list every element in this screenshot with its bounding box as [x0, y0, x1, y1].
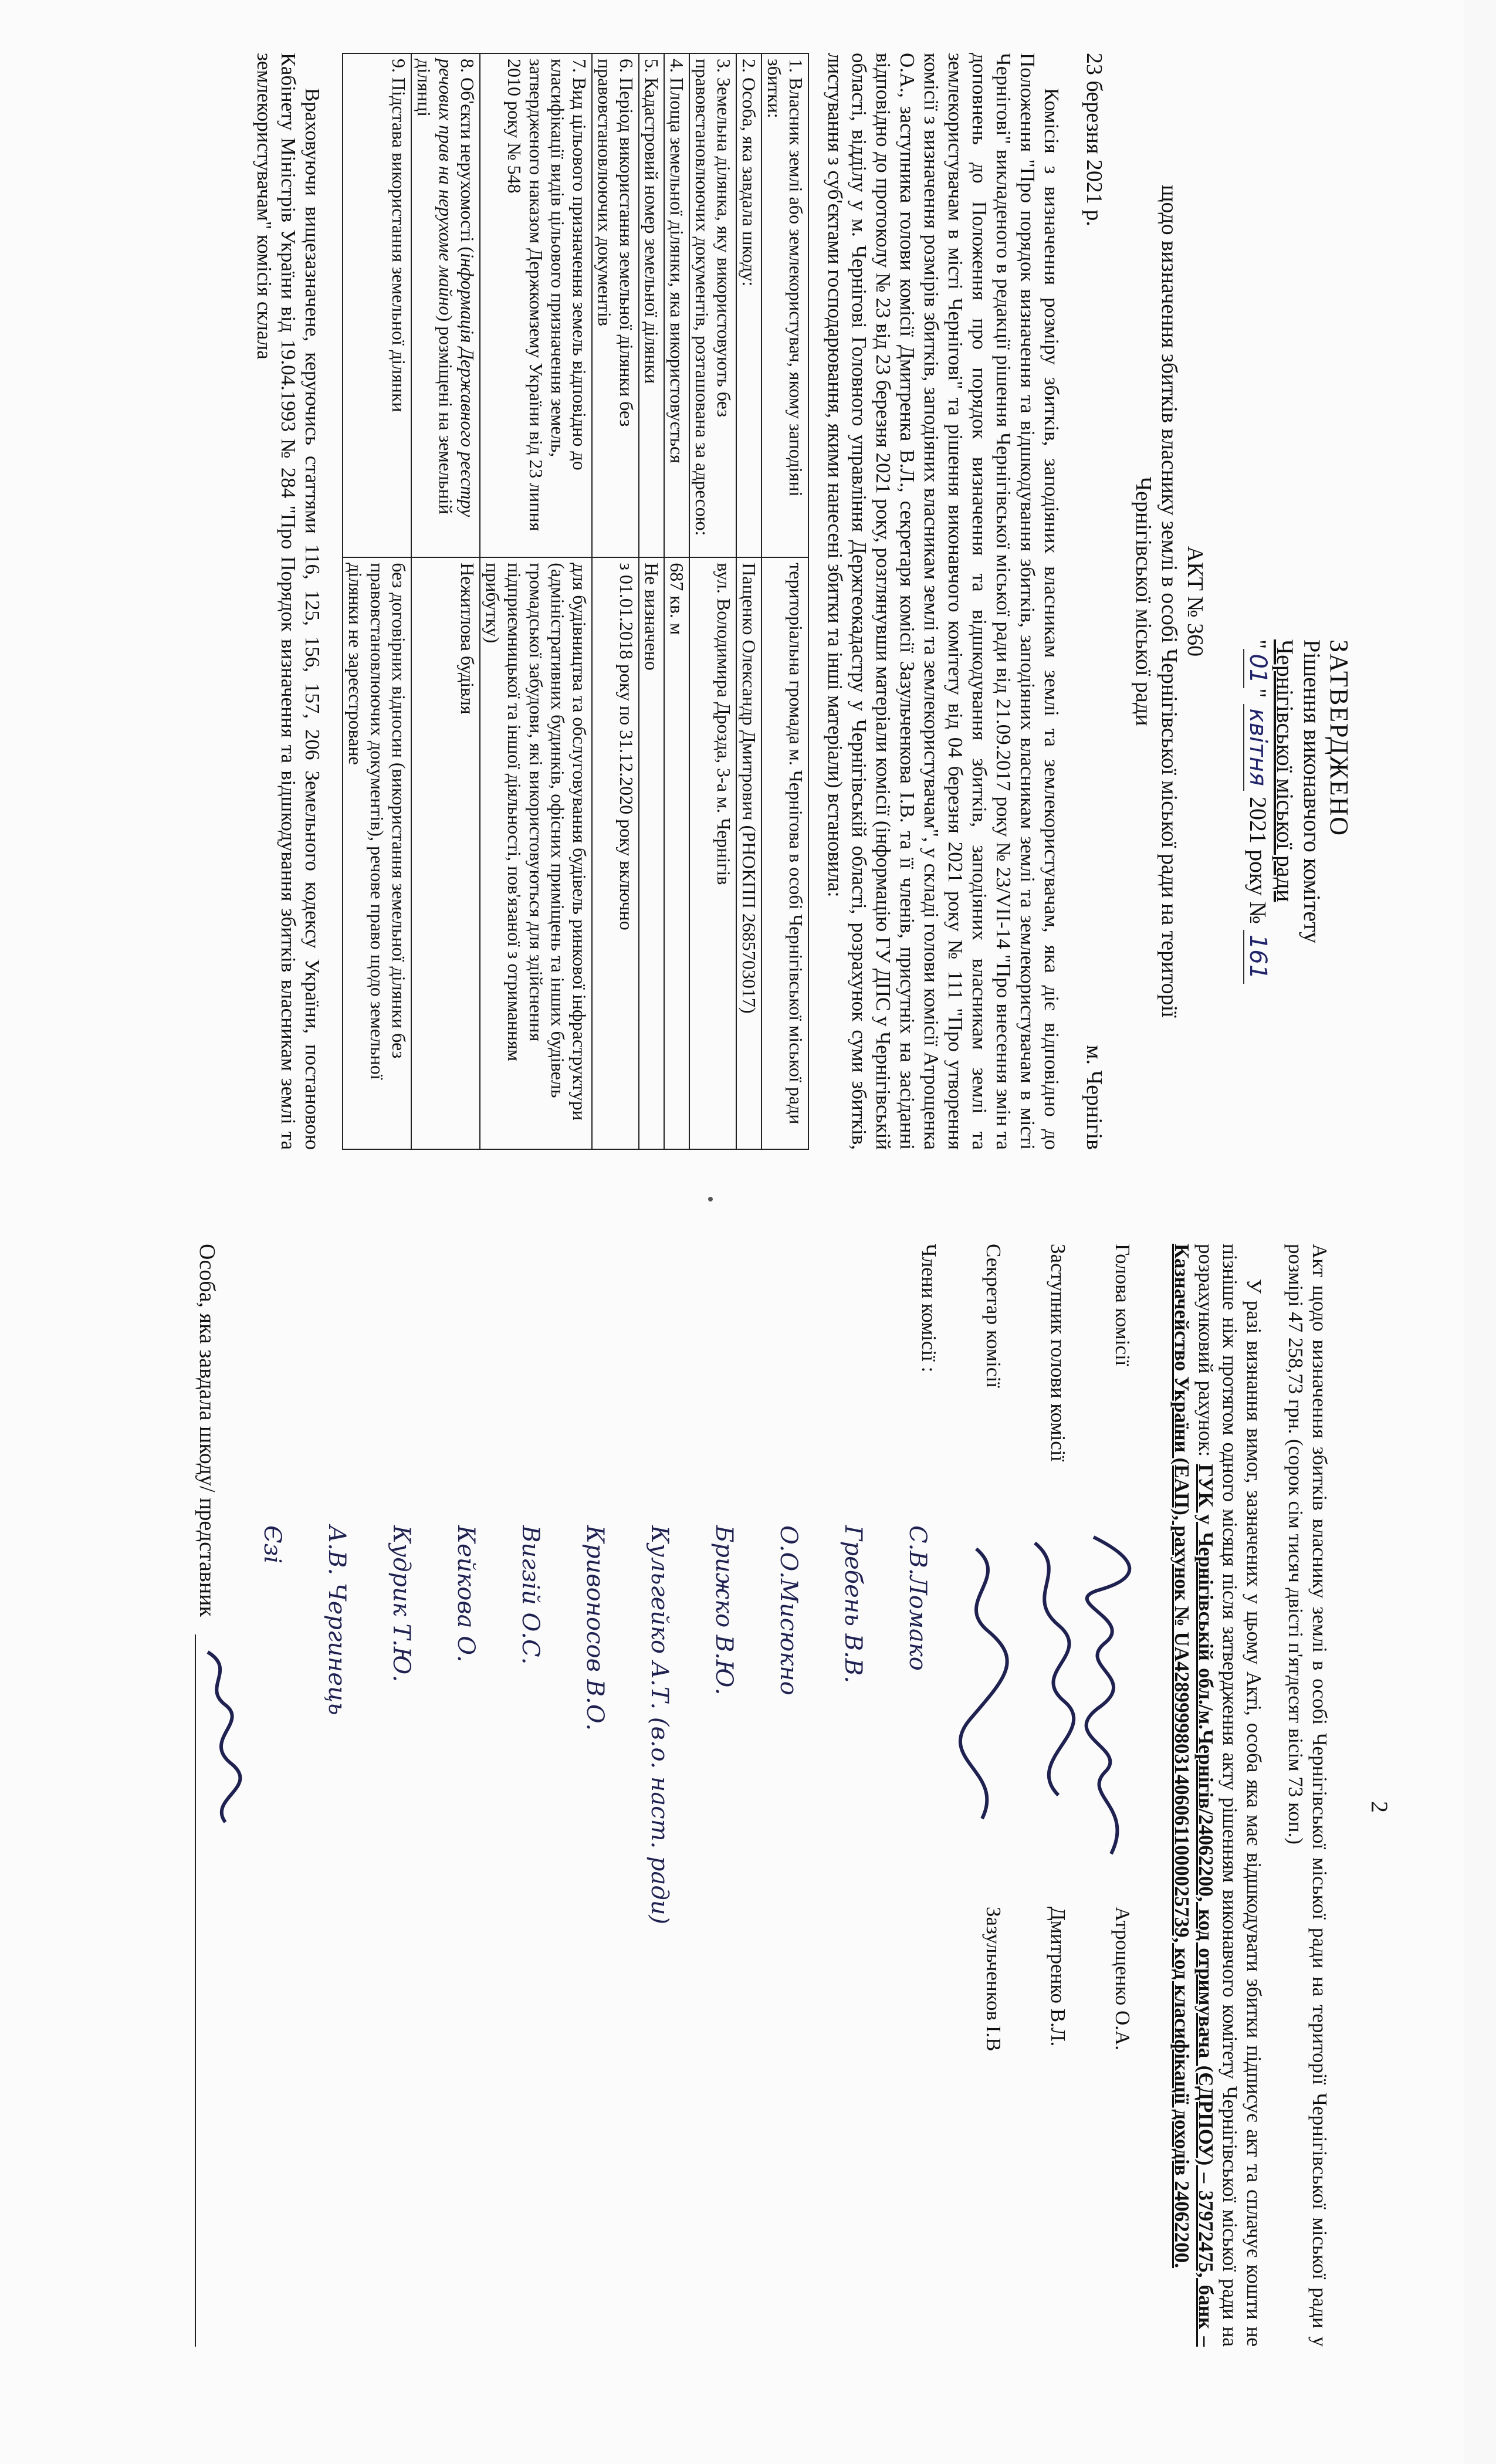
member-list: [249, 1525, 941, 1924]
member-name-handwritten: Гребень В.В.: [840, 1525, 867, 1683]
place-date-row: [1081, 53, 1107, 1150]
approval-number: 161: [1243, 930, 1271, 984]
row-label-b: інформація Державного реєстру речових прав на нерухоме майно: [435, 59, 478, 517]
amount-paragraph: Акт щодо визначення збитків власнику землі в особі Чернігівської міської ради на території Чернігівської міської ради у розмірі 47 258,73 грн. (сорок сім тисяч двісті п'ятдесят вісім 73 коп.): [1284, 1244, 1331, 2347]
closing-paragraph: Враховуючи вищезазначене, керуючись статтями 116, 125, 156, 157, 206 Земельного кодексу України, постановою Кабінету Міністрів України від 19.04.1993 № 284 "Про Порядок визначення та відшкодування збитків власникам землі та землекористувачам" комісія склала: [253, 53, 324, 1150]
member-name-handwritten: Вигзій О.С.: [517, 1525, 544, 1665]
members-role: Члени комісії :: [918, 1244, 940, 1373]
payment-paragraph: [1170, 1244, 1266, 2347]
row-label-a: 8. Об'єкти нерухомості (: [457, 59, 478, 253]
member-name-handwritten: Єзі: [259, 1525, 286, 1564]
act-page-1: [0, 18, 1464, 1191]
row-label: [411, 53, 480, 557]
table-row: [664, 53, 689, 1149]
table-row: [480, 53, 592, 1149]
member-name-handwritten: Кейкова О.: [452, 1525, 480, 1663]
row-value: Нежитлова будівля: [411, 557, 480, 1149]
row-value: 687 кв. м: [664, 557, 689, 1149]
member-name-handwritten: Кривоносов В.О.: [581, 1525, 609, 1731]
member-entry: [571, 1525, 618, 1924]
approval-day: 01: [1243, 649, 1271, 688]
act-subtitle-2: Чернігівської міської ради: [1131, 476, 1156, 726]
signatures-block: [195, 1244, 1135, 2347]
row-value: Пащенко Олександр Дмитрович (РНОКПП 2685703017): [736, 557, 761, 1149]
intro-paragraph: Комісія з визначення розміру збитків, заподіяних власникам землі та землекористувачам, яка діє відповідно до Положення "Про порядок визначення та відшкодування збитків, заподіяних власникам землі та землекористувачам в місті Чернігові" викладеного в редакції рішення Чернігівської міської ради від 21.09.2017 року № 23/VII-14 "Про внесення змін та доповнень до Положення про порядок визначення та відшкодування збитків, заподіяних власникам землі та землекористувачам в місті Чернігові" та рішення виконавчого комітету від 04 березня 2021 року № 111 "Про утворення комісії з визначення розмірів збитків, заподіяних власникам землі та землекористувачам", у складі голови комісії Атрощенка О.А., заступника голови комісії Дмитренка В.Л., секретаря комісії Зазульченкова І.В. та її членів, присутніх на засіданні відповідно до протоколу № 23 від 23 березня 2021 року, розглянувши матеріали комісії (інформацію ГУ ДПС у Чернігівській області, відділу у м. Чернігові Головного управління Держгеокадастру у Чернігівській області, розрахунок суми збитків, листування з суб'єктами господарювання, якими нанесені збитки та інші матеріали) встановила:: [824, 53, 1063, 1150]
act-page-2: [0, 1220, 1464, 2394]
scan-artifact-dot: [708, 1197, 713, 1201]
member-name-handwritten: Кульгейко А.Т. (в.о. наст. ради): [646, 1525, 673, 1925]
row-value: для будівництва та обслуговування будівель ринкової інфраструктури (адміністративних будинків, офісних приміщень та інших будівель громадської забудови, які використовуються для здійснення підприємницької та іншої діяльності, пов'язаної з отриманням прибутку): [480, 557, 592, 1149]
deputy-name: Дмитренко В.Л.: [1047, 1907, 1069, 2047]
approval-month: квітня: [1243, 704, 1271, 791]
head-role: Голова комісії: [1111, 1244, 1134, 1366]
representative-label: Особа, яка завдала шкоду/ представник: [195, 1244, 219, 1617]
member-name-handwritten: Кудрик Т.Ю.: [388, 1525, 415, 1683]
row-value: Не визначено: [639, 557, 664, 1149]
table-row: [689, 53, 736, 1149]
row-label: 2. Особа, яка завдала шкоду:: [736, 53, 761, 557]
member-entry: [507, 1525, 554, 1924]
deputy-role: Заступник голови комісії: [1047, 1244, 1069, 1462]
approval-stamp: [1243, 639, 1352, 1150]
member-entry: [313, 1525, 360, 1924]
row-label-c: ) розміщені на земельній ділянці: [414, 59, 456, 515]
member-entry: [765, 1525, 812, 1924]
secretary-role: Секретар комісії: [982, 1244, 1005, 1388]
row-label: 9. Підстава використання земельної ділянки: [343, 53, 411, 557]
member-entry: [442, 1525, 489, 1924]
row-label: 1. Власник землі або землекористувач, якому заподіяні збитки:: [761, 53, 808, 557]
land-info-table: [342, 53, 809, 1150]
representative-signature-line: [195, 1634, 231, 2347]
row-label: 3. Земельна ділянка, яку використовують без правовстановлюючих документів, розташована за адресою:: [689, 53, 736, 557]
act-place: м. Чернігів: [1082, 1045, 1106, 1150]
row-value: територіальна громада м. Чернігова в особі Чернігівської міської ради: [761, 557, 808, 1149]
member-entry: [700, 1525, 747, 1924]
representative-line: [195, 1244, 231, 2347]
payment-text: У разі визнання вимог, зазначених у цьому Акті, особа яка має відшкодувати збитки підписує акт та сплачує кошти не пізніше ніж протягом одного місяця після затвердження акту рішенням виконавчого комітету Чернігівської міської ради на розрахунковий рахунок:: [1194, 1244, 1265, 2347]
signature-secretary: [941, 1244, 1006, 2347]
table-row: [761, 53, 808, 1149]
table-row: [639, 53, 664, 1149]
member-name-handwritten: О.О.Мисюкно: [775, 1525, 803, 1695]
members-block: [249, 1244, 941, 2347]
table-row: [411, 53, 480, 1149]
member-name-handwritten: С.В.Ломако: [904, 1525, 932, 1671]
quote-open: ": [1245, 639, 1271, 649]
member-entry: [378, 1525, 425, 1924]
row-label: 5. Кадастровий номер земельної ділянки: [639, 53, 664, 557]
deputy-signature-mark: [1023, 1525, 1070, 1907]
table-row: [736, 53, 761, 1149]
approval-line-1: Рішення виконавчого комітету: [1299, 639, 1325, 944]
act-subtitle: щодо визначення збитків власнику землі в особі Чернігівської міської ради на території: [1157, 185, 1182, 1018]
member-entry: [249, 1525, 296, 1924]
payment-requisites: ГУК у Чернігівській обл./м.Чернігів/24062200, код отримувача (ЄДРПОУ) – 37972475, банк – Казначейство України (ЕАП), рахунок № UA428999980314060611000025739, код класифікації доходів 24062200.: [1170, 1244, 1217, 2347]
row-value: без договірних відносин (використання земельної ділянки без правовстановлюючих документів), речове право щодо земельної ділянки не зареєстроване: [343, 557, 411, 1149]
approval-year: 2021 року №: [1245, 796, 1271, 924]
row-label: 4. Площа земельної ділянки, яка використовується: [664, 53, 689, 557]
secretary-name: Зазульченков І.В: [982, 1907, 1005, 2052]
head-name: Атрощенко О.А.: [1111, 1907, 1134, 2050]
page-number: 2: [1366, 1801, 1393, 1813]
row-value: вул. Володимира Дрозда, 3-а м. Чернігів: [689, 557, 736, 1149]
member-entry: [830, 1525, 876, 1924]
secretary-signature-mark: [959, 1525, 1006, 1907]
act-title-block: [1131, 53, 1208, 1150]
member-entry: [894, 1525, 941, 1924]
quote-close: ": [1245, 688, 1271, 698]
member-name-handwritten: А.В. Чергинець: [323, 1525, 351, 1715]
row-label: 7. Вид цільового призначення земель відповідно до класифікації видів цільового призначення земель, затвердженого наказом Держкомзему України від 23 липня 2010 року № 548: [480, 53, 592, 557]
row-value: з 01.01.2018 року по 31.12.2020 року включно: [592, 557, 639, 1149]
head-signature-mark: [1088, 1525, 1135, 1907]
act-date: 23 березня 2021 р.: [1082, 53, 1106, 226]
table-row: [343, 53, 411, 1149]
row-label: 6. Період використання земельної ділянки без правовстановлюючих документів: [592, 53, 639, 557]
act-title: АКТ № 360: [1183, 546, 1207, 657]
approval-line-2: Чернігівської міської ради: [1272, 639, 1298, 902]
table-row: [592, 53, 639, 1149]
approval-heading: ЗАТВЕРДЖЕНО: [1325, 639, 1353, 837]
member-name-handwritten: Брижко В.Ю.: [710, 1525, 738, 1695]
member-entry: [636, 1525, 683, 1924]
approval-date-line: [1243, 639, 1271, 1150]
